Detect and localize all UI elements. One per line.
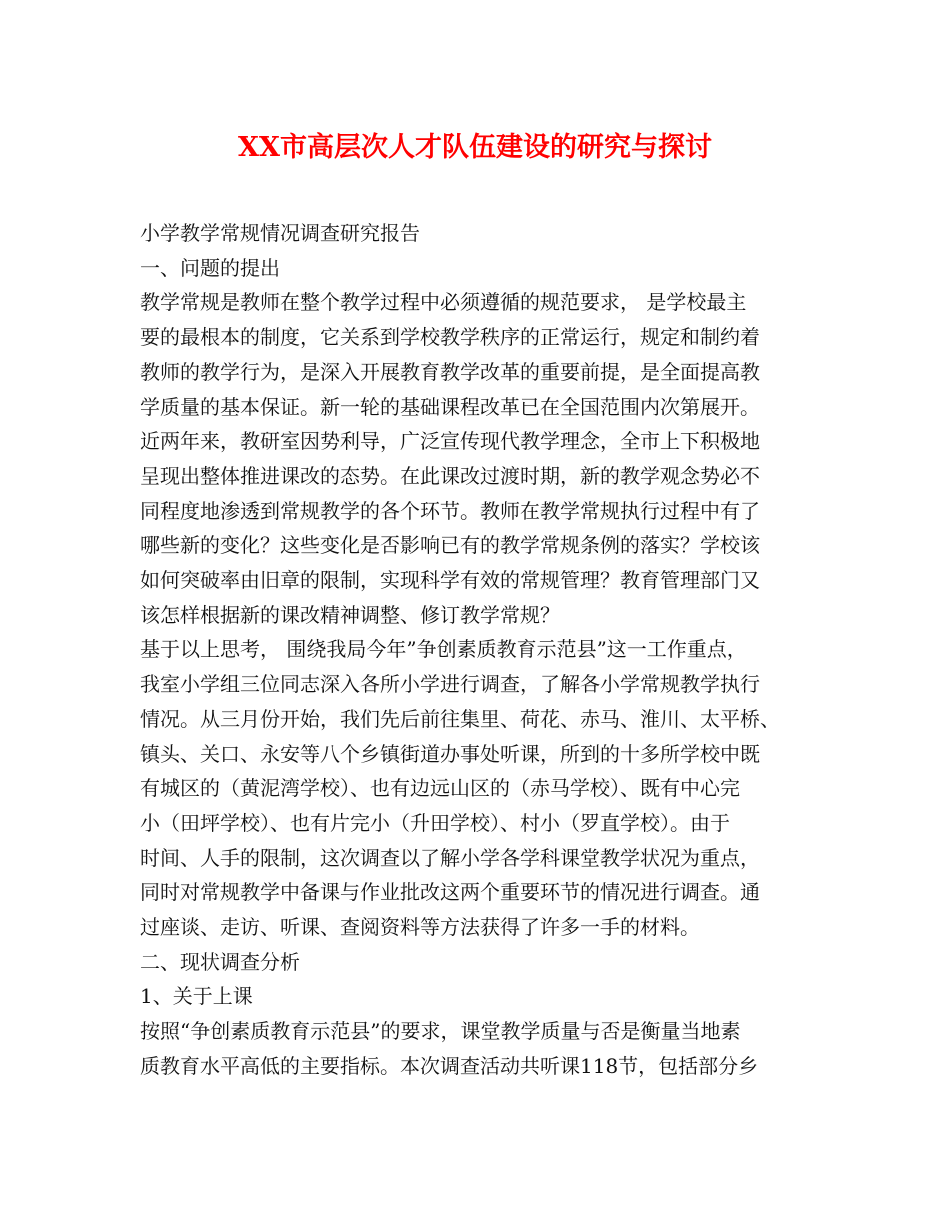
paragraph-line: 时间、人手的限制，这次调查以了解小学各学科课堂教学状况为重点， [140, 845, 760, 870]
document-title: XX市高层次人才队伍建设的研究与探讨 [238, 132, 712, 163]
paragraph-line: 镇头、关口、永安等八个乡镇街道办事处听课，所到的十多所学校中既 [140, 741, 760, 766]
paragraph-line: 按照“争创素质教育示范县”的要求，课堂教学质量与否是衡量当地素 [140, 1019, 741, 1044]
paragraph-line: 情况。从三月份开始，我们先后前往集里、荷花、赤马、淮川、太平桥、 [140, 706, 780, 731]
paragraph-line: 基于以上思考， 围绕我局今年”争创素质教育示范县”这一工作重点， [140, 637, 747, 662]
paragraph-line: 质教育水平高低的主要指标。本次调查活动共听课118节，包括部分乡 [140, 1053, 759, 1078]
paragraph-line: 要的最根本的制度，它关系到学校教学秩序的正常运行，规定和制约着 [140, 325, 760, 350]
paragraph-line: 同程度地渗透到常规教学的各个环节。教师在教学常规执行过程中有了 [140, 498, 760, 523]
paragraph-line: 教学常规是教师在整个教学过程中必须遵循的规范要求， 是学校最主 [140, 290, 747, 315]
paragraph-line: 小（田坪学校）、也有片完小（升田学校）、村小（罗直学校）。由于 [140, 810, 730, 835]
paragraph-line: 该怎样根据新的课改精神调整、修订教学常规？ [140, 602, 560, 627]
paragraph-line: 哪些新的变化？这些变化是否影响已有的教学常规条例的落实？学校该 [140, 533, 760, 558]
paragraph-line: 过座谈、走访、听课、查阅资料等方法获得了许多一手的材料。 [140, 915, 700, 940]
paragraph-line: 有城区的（黄泥湾学校）、也有边远山区的（赤马学校）、既有中心完 [140, 776, 740, 801]
section-heading: 二、现状调查分析 [140, 949, 300, 974]
section-heading: 一、问题的提出 [140, 255, 280, 280]
paragraph-line: 近两年来，教研室因势利导，广泛宣传现代教学理念，全市上下积极地 [140, 429, 760, 454]
paragraph-line: 教师的教学行为，是深入开展教育教学改革的重要前提，是全面提高教 [140, 359, 760, 384]
paragraph-line: 学质量的基本保证。新一轮的基础课程改革已在全国范围内次第展开。 [140, 394, 760, 419]
document-body [140, 216, 830, 1084]
paragraph-line: 呈现出整体推进课改的态势。在此课改过渡时期，新的教学观念势必不 [140, 463, 760, 488]
paragraph-line: 我室小学组三位同志深入各所小学进行调查，了解各小学常规教学执行 [140, 672, 760, 697]
paragraph-line: 如何突破率由旧章的限制，实现科学有效的常规管理？教育管理部门又 [140, 568, 760, 593]
subsection-heading: 1、关于上课 [140, 984, 253, 1009]
subtitle-line: 小学教学常规情况调查研究报告 [140, 221, 420, 245]
paragraph-line: 同时对常规教学中备课与作业批改这两个重要环节的情况进行调查。通 [140, 880, 760, 905]
